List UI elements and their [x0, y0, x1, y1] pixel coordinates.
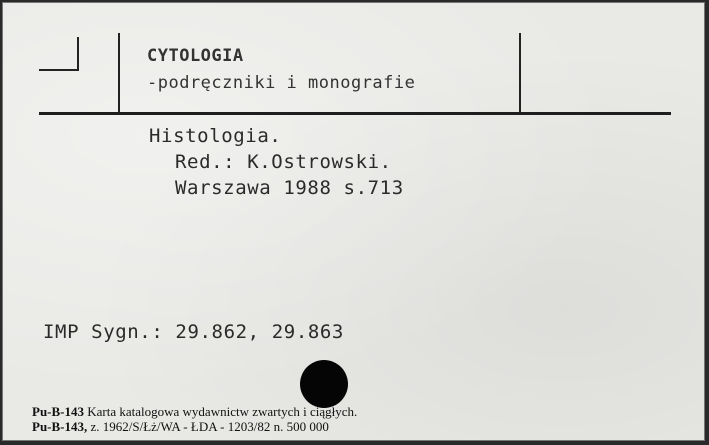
subject-line-1: CYTOLOGIA — [147, 46, 244, 66]
corner-mark — [39, 37, 79, 71]
footer-text-2: z. 1962/S/Łż/WA - ŁDA - 1203/82 n. 500 000 — [90, 419, 329, 434]
bibliographic-entry — [149, 123, 404, 201]
subject-heading — [147, 43, 415, 97]
entry-imprint: Warszawa 1988 s.713 — [175, 177, 404, 199]
footer-text-1: Karta katalogowa wydawnictw zwartych i ciągłych. — [87, 404, 358, 419]
entry-title: Histologia. — [149, 125, 282, 147]
call-number: IMP Sygn.: 29.862, 29.863 — [43, 321, 344, 343]
header-divider-left — [118, 33, 120, 113]
card-footer — [32, 404, 357, 434]
header-divider-right — [519, 33, 521, 113]
subject-line-2: -podręczniki i monografie — [147, 73, 416, 93]
footer-code-1: Pu-B-143 — [32, 404, 84, 419]
header-rule — [39, 112, 671, 115]
footer-code-2: Pu-B-143, — [32, 419, 88, 434]
punch-hole — [300, 360, 348, 408]
entry-editor: Red.: K.Ostrowski. — [175, 151, 392, 173]
catalog-card — [2, 2, 705, 441]
